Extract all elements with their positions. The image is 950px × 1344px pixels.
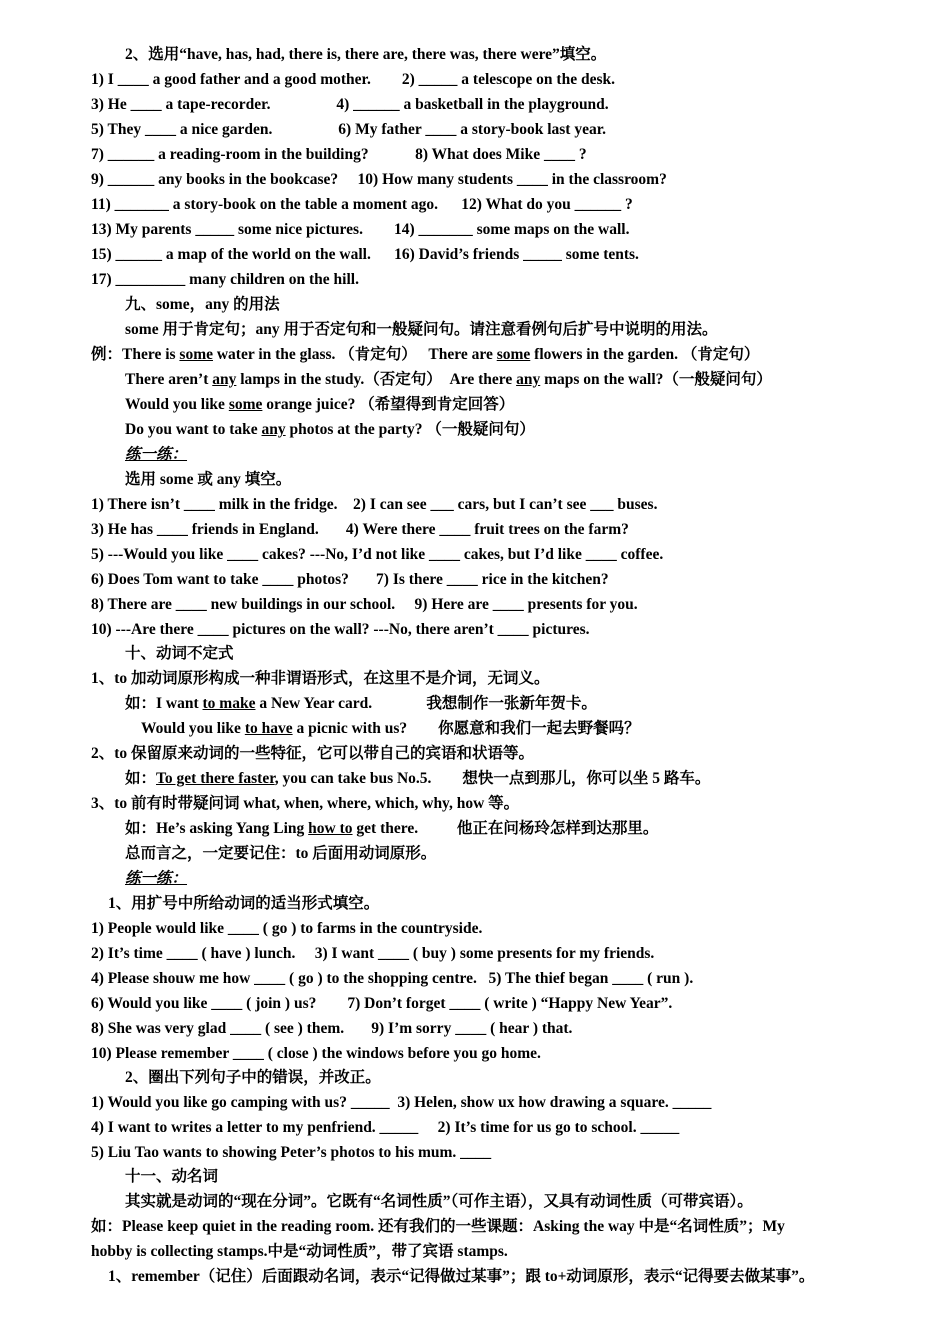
exercise-line: 3) He ____ a tape-recorder. 4) ______ a basketball in the playground. xyxy=(91,96,609,113)
example-line: 如：To get there faster, you can take bus No.5. 想快一点到那儿，你可以坐 5 路车。 xyxy=(125,770,711,787)
instruction-text: 1、用扩号中所给动词的适当形式填空。 xyxy=(108,895,380,912)
example-line: Do you want to take any photos at the party? （一般疑问句） xyxy=(125,421,535,438)
exercise-line: 2) It’s time ____ ( have ) lunch. 3) I want ____ ( buy ) some presents for my friends. xyxy=(91,945,655,962)
exercise-line: 8) There are ____ new buildings in our school. 9) Here are ____ presents for you. xyxy=(91,596,638,613)
exercise-line: 15) ______ a map of the world on the wall. 16) David’s friends _____ some tents. xyxy=(91,246,639,263)
exercise-line: 11) _______ a story-book on the table a moment ago. 12) What do you ______ ? xyxy=(91,196,633,213)
exercise-line: 4) Please shouw me how ____ ( go ) to the shopping centre. 5) The thief began ____ ( run ). xyxy=(91,970,694,987)
exercise-line: 10) ---Are there ____ pictures on the wall? ---No, there aren’t ____ pictures. xyxy=(91,621,590,638)
exercise-line: 3) He has ____ friends in England. 4) Were there ____ fruit trees on the farm? xyxy=(91,521,629,538)
example-line: There aren’t any lamps in the study.（否定句） Are there any maps on the wall?（一般疑问句） xyxy=(125,371,772,388)
exercise-line: 1) Would you like go camping with us? _____ 3) Helen, show ux how drawing a square. _____ xyxy=(91,1094,712,1111)
section-heading-9: 九、some，any 的用法 xyxy=(125,296,280,313)
exercise-line: 5) They ____ a nice garden. 6) My father ____ a story-book last year. xyxy=(91,121,607,138)
explanation-text: 1、to 加动词原形构成一种非谓语形式，在这里不是介词，无词义。 xyxy=(91,670,550,687)
explanation-text: 1、remember（记住）后面跟动名词，表示“记得做过某事”；跟 to+动词原形，表示“记得要去做某事”。 xyxy=(108,1268,815,1285)
explanation-text: hobby is collecting stamps.中是“动词性质”，带了宾语 stamps. xyxy=(91,1243,508,1260)
exercise-line: 10) Please remember ____ ( close ) the windows before you go home. xyxy=(91,1045,541,1062)
exercise-line: 5) ---Would you like ____ cakes? ---No, I’d not like ____ cakes, but I’d like ____ coffee. xyxy=(91,546,664,563)
example-line: 如：He’s asking Yang Ling how to get there. 他正在问杨玲怎样到达那里。 xyxy=(125,820,659,837)
section-heading-11: 十一、动名词 xyxy=(125,1168,219,1185)
exercise-line: 6) Does Tom want to take ____ photos? 7) Is there ____ rice in the kitchen? xyxy=(91,571,609,588)
exercise-line: 5) Liu Tao wants to showing Peter’s photos to his mum. ____ xyxy=(91,1144,492,1161)
instruction-text: 选用 some 或 any 填空。 xyxy=(125,471,292,488)
exercise-line: 4) I want to writes a letter to my penfriend. _____ 2) It’s time for us go to school. _____ xyxy=(91,1119,680,1136)
explanation-text: 2、to 保留原来动词的一些特征，它可以带自己的宾语和状语等。 xyxy=(91,745,535,762)
exercise-line: 1) I ____ a good father and a good mother. 2) _____ a telescope on the desk. xyxy=(91,71,615,88)
explanation-text: 3、to 前有时带疑问词 what, when, where, which, why, how 等。 xyxy=(91,795,520,812)
explanation-text: some 用于肯定句；any 用于否定句和一般疑问句。请注意看例句后扩号中说明的用法。 xyxy=(125,321,718,338)
exercise-line: 9) ______ any books in the bookcase? 10) How many students ____ in the classroom? xyxy=(91,171,667,188)
exercise-line: 13) My parents _____ some nice pictures. 14) _______ some maps on the wall. xyxy=(91,221,630,238)
practice-label: 练一练： xyxy=(125,446,188,463)
exercise-line: 1) There isn’t ____ milk in the fridge. 2) I can see ___ cars, but I can’t see ___ buses. xyxy=(91,496,658,513)
explanation-text: 其实就是动词的“现在分词”。它既有“名词性质”（可作主语），又具有动词性质（可带宾语）。 xyxy=(125,1193,753,1210)
exercise-line: 8) She was very glad ____ ( see ) them. 9) I’m sorry ____ ( hear ) that. xyxy=(91,1020,573,1037)
exercise-line: 17) _________ many children on the hill. xyxy=(91,271,359,288)
section-heading-10: 十、动词不定式 xyxy=(125,645,234,662)
exercise-heading-2: 2、选用“have, has, had, there is, there are, there was, there were”填空。 xyxy=(125,46,607,63)
exercise-line: 7) ______ a reading-room in the building? 8) What does Mike ____ ? xyxy=(91,146,587,163)
example-line: Would you like to have a picnic with us? 你愿意和我们一起去野餐吗？ xyxy=(141,720,640,737)
practice-label: 练一练： xyxy=(125,870,188,887)
exercise-line: 1) People would like ____ ( go ) to farms in the countryside. xyxy=(91,920,483,937)
summary-text: 总而言之，一定要记住：to 后面用动词原形。 xyxy=(125,845,437,862)
exercise-line: 6) Would you like ____ ( join ) us? 7) Don’t forget ____ ( write ) “Happy New Year”. xyxy=(91,995,673,1012)
example-line: 例：There is some water in the glass. （肯定句） There are some flowers in the garden. （肯定句） xyxy=(91,346,760,363)
example-line: 如：I want to make a New Year card. 我想制作一张新年贺卡。 xyxy=(125,695,597,712)
explanation-text: 如：Please keep quiet in the reading room. 还有我们的一些课题：Asking the way 中是“名词性质”；My xyxy=(91,1218,785,1235)
example-line: Would you like some orange juice? （希望得到肯定回答） xyxy=(125,396,515,413)
instruction-text: 2、圈出下列句子中的错误，并改正。 xyxy=(125,1069,381,1086)
